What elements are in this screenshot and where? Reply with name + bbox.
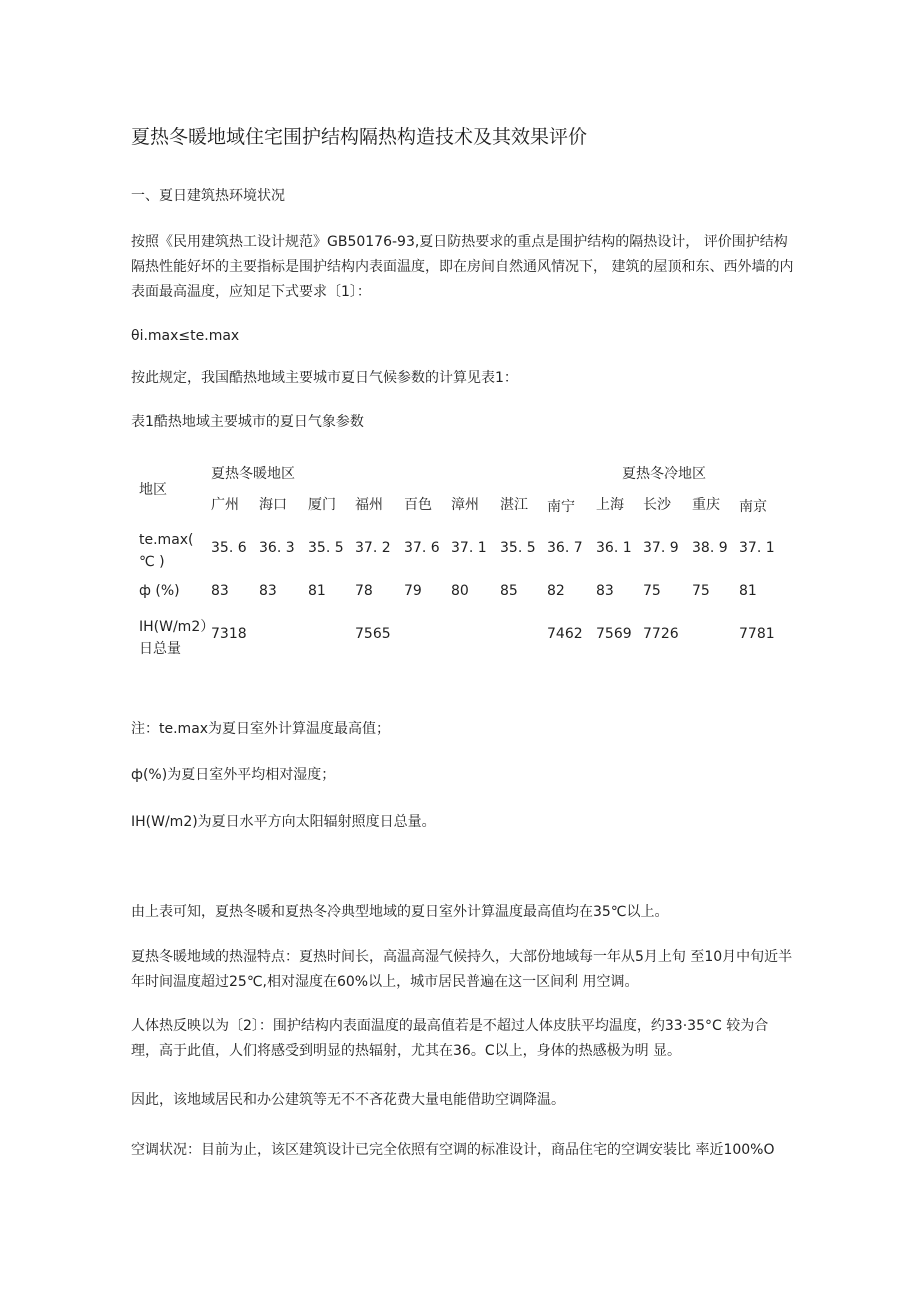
table-cell: 36. 7	[547, 540, 583, 556]
table-cell: 83	[259, 583, 277, 599]
table-row-label: IH(W/m2）日总量	[139, 619, 208, 657]
table-city: 厦门	[308, 497, 336, 513]
table-cell: 7462	[547, 626, 583, 642]
table-row-label: te.max( ℃ )	[139, 532, 194, 570]
table-cell: 37. 2	[355, 540, 391, 556]
note-radiation: IH(W/m2)为夏日水平方向太阳辐射照度日总量。	[131, 814, 436, 830]
table-city: 百色	[404, 497, 432, 513]
table-cell: 7318	[211, 626, 247, 642]
table-cell: 7781	[739, 626, 775, 642]
table-header-region: 地区	[139, 482, 167, 498]
table-cell: 37. 1	[451, 540, 487, 556]
table-city: 湛江	[500, 497, 528, 513]
table-caption: 表1酷热地域主要城市的夏日气象参数	[131, 414, 364, 430]
paragraph-table-intro: 按此规定，我国酷热地域主要城市夏日气候参数的计算见表1：	[131, 370, 518, 386]
note-temperature: 注：te.max为夏日室外计算温度最高值；	[131, 721, 391, 737]
note-humidity: ф(%)为夏日室外平均相对湿度；	[131, 767, 336, 783]
table-cell: 7565	[355, 626, 391, 642]
paragraph-intro: 按照《民用建筑热工设计规范》GB50176-93,夏日防热要求的重点是围护结构的隔热设计， 评价围护结构隔热性能好坏的主要指标是围护结构内表面温度，即在房间自然通风情况下， 建筑的屋顶和东、西外墙的内表面最高温度，应知足下式要求〔1〕：	[131, 234, 794, 300]
table-cell: 78	[355, 583, 373, 599]
section-heading: 一、夏日建筑热环境状况	[131, 188, 285, 204]
table-row-label: ф (%)	[139, 583, 180, 599]
table-cell: 81	[308, 583, 326, 599]
table-cell: 35. 5	[308, 540, 344, 556]
table-cell: 82	[547, 583, 565, 599]
table-city: 广州	[211, 497, 239, 513]
table-city: 海口	[259, 497, 287, 513]
table-cell: 75	[692, 583, 710, 599]
paragraph-comfort: 人体热反映以为〔2〕：围护结构内表面温度的最高值若是不超过人体皮肤平均温度，约33·35°C 较为合理，高于此值，人们将感受到明显的热辐射，尤其在36。C以上，身体的热感极为明 显。	[131, 1018, 769, 1059]
table-cell: 37. 9	[643, 540, 679, 556]
table-cell: 35. 6	[211, 540, 247, 556]
table-city: 南京	[739, 499, 767, 515]
paragraph-energy: 因此，该地域居民和办公建筑等无不不吝花费大量电能借助空调降温。	[131, 1092, 565, 1108]
paragraph-ac-status: 空调状况：目前为止，该区建筑设计已完全依照有空调的标准设计，商品住宅的空调安装比 率近100%O	[131, 1142, 775, 1158]
document-title: 夏热冬暖地域住宅围护结构隔热构造技术及其效果评价	[131, 126, 588, 148]
table-cell: 7726	[643, 626, 679, 642]
table-cell: 37. 6	[404, 540, 440, 556]
table-city: 上海	[596, 497, 624, 513]
table-cell: 37. 1	[739, 540, 775, 556]
table-cell: 83	[596, 583, 614, 599]
paragraph-climate: 夏热冬暖地域的热湿特点：夏热时间长，高温高湿气候持久，大部份地域每一年从5月上旬 至10月中旬近半年时间温度超过25℃,相对湿度在60%以上，城市居民普遍在这一区间利 用空调。	[131, 949, 793, 990]
table-cell: 7569	[596, 626, 632, 642]
table-cell: 36. 1	[596, 540, 632, 556]
table-cell: 35. 5	[500, 540, 536, 556]
table-cell: 83	[211, 583, 229, 599]
table-cell: 36. 3	[259, 540, 295, 556]
table-city: 长沙	[643, 497, 671, 513]
table-cell: 80	[451, 583, 469, 599]
table-cell: 79	[404, 583, 422, 599]
formula: θi.max≤te.max	[131, 328, 240, 344]
table-cell: 75	[643, 583, 661, 599]
table-group-warm: 夏热冬暖地区	[211, 466, 295, 482]
table-city: 福州	[355, 497, 383, 513]
table-cell: 85	[500, 583, 518, 599]
table-city: 南宁	[547, 499, 575, 515]
table-city: 漳州	[451, 497, 479, 513]
table-city: 重庆	[692, 497, 720, 513]
paragraph-summary: 由上表可知，夏热冬暖和夏热冬冷典型地域的夏日室外计算温度最高值均在35℃以上。	[131, 904, 669, 920]
table-cell: 81	[739, 583, 757, 599]
table-cell: 38. 9	[692, 540, 728, 556]
table-group-cold: 夏热冬冷地区	[622, 466, 706, 482]
